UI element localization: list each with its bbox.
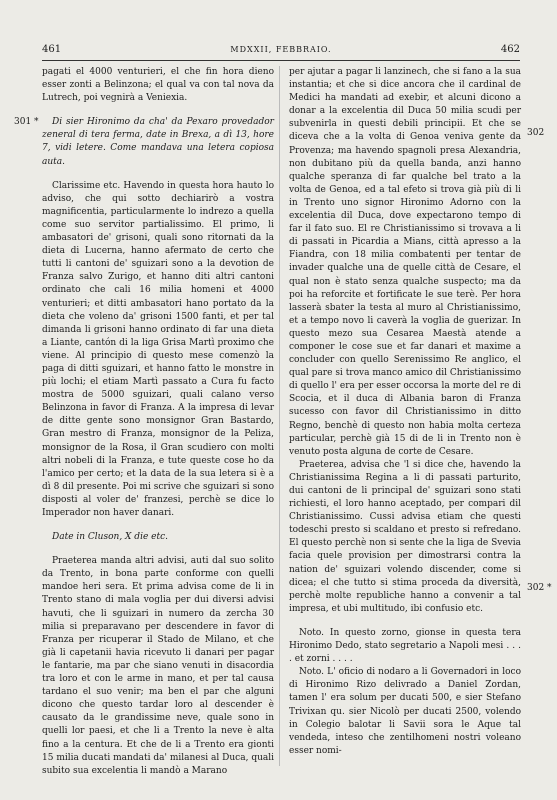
left-column [42,66,274,778]
page-number-right: 462 [500,44,520,55]
margin-number-302a: 302 [527,128,545,138]
column-divider [279,66,280,766]
paragraph: pagati el 4000 venturieri, el che fin hora dieno esser zonti a Belinzona; el qual va con tal nova da Lutrech, poi vegnirà a Veniexia. [42,67,274,104]
header-rule [42,60,520,61]
paragraph: Praeterea, advisa che 'l si dice che, havendo la Christianissima Regina a li di passati parturito, dui cantoni de li principal de' sguizari sono stati richiesti, el loro hanno aceptado, per compari dil Christianissimo. Cussi advisa etiam che questi todeschi presto si scaldano et presto si refredano. El questo perchè non si sente che la liga de Svevia facia quele provision per dimostrarsi contra la nation de' sguizari volendo discender, come si dicea; el che tutto si stima proceda da diversità, perchè molte republiche hanno a convenir a tal impresa, et ubi multitudo, ibi confusio etc. [289,459,521,614]
margin-number-302b: 302 * [527,583,552,593]
dateline: Date in Cluson, X die etc. [52,532,168,543]
paragraph: Clarissime etc. Havendo in questa hora hauto lo adviso, che qui sotto dechiarirò a vostra magnificentia, particularmente lo indrezo a quella come suo servitor partialissimo. El primo, li ambasatori de' grisoni, quali sono ritornati da la dieta di Lucerna, hanno afermato de certo che tutti li cantoni de' sguizari sono a la devotion de Franza salvo Zurigo, et hanno diti altri cantoni ordinato che cali 16 milia homeni et 4000 venturieri; et ditti ambasatori hano portato da la dieta che voleno da' grisoni 1500 fanti, et per tal dimanda li grisoni hanno ordinato di far una dieta a Liante, cantón di la liga Grisa Martì proximo che viene. Al principio di questo mese comenzò la paga di ditti sguizari, et hanno fatto le monstre in più lochi; el etiam Martì passato a Cura fu facto mostra de 5000 sguizari, quali calano verso Belinzona in favor di Franza. A la impresa di levar de ditte gente sono monsignor Gran Bastardo, Gran mestro di Franza, monsignor de la Peliza, monsignor de la Rosa, il Gran scudiero con molti altri nobeli di la Franza, e tute queste cose ho da l'amico per certo; et la data de la sua letera si è a dì 8 dil presente. Poi mi scrive che sguizari si sono disposti al voler de' franzesi, perchè se dice lo Imperador non haver danari. [42,180,274,518]
note-paragraph: Noto. L' oficio di nodaro a li Governadori in loco di Hironimo Rizo delivrado a Daniel Zordan, tamen l' era solum per ducati 500, e sier Stefano Trivixan qu. sier Nicolò per ducati 2500, volendo in Colegio balotar li Savii sora le Aque tal vendeda, inteso che zentilhomeni nostri voleano esser nomi- [289,667,521,756]
paragraph: Praeterea manda altri advisi, auti dal suo solito da Trento, in bona parte conforme con quelli mandoe heri sera. Et prima advisa come de li in Trento stano di mala voglia per dui diversi advisi havuti, che li sguizari in numero da zercha 30 milia si preparavano per descendere in favor di Franza per ricuperar il Stado de Milano, et che già li capetanii havia ricevuto li danari per pagar le fantarie, ma par che siano venuti in disacordia tra loro et con le arme in mano, et per tal causa tardano el suo venir; ma ben el par che alguni dicono che questo tardar loro al descender è causato da le grandissime neve, quale sono in quelli lor paesi, et che li a Trento la neve è alta fino a la centura. Et che de li a Trento era gionti 15 milia ducati mandati da' milanesi al Duca, quali subito sua excelentia li mandò a Marano [42,556,274,776]
letter-heading: Di sier Hironimo da cha' da Pexaro provedador zeneral di tera ferma, date in Brexa, a dì 13, hore 7, vidi letere. Come mandava una letera copiosa auta. [42,117,274,167]
note-paragraph: Noto. In questo zorno, gionse in questa tera Hironimo Dedo, stato segretario a Napoli mesi . . . . et zorni . . . . [289,627,521,665]
paragraph: per ajutar a pagar li lanzinech, che si fano a la sua instantia; et che si dice ancora che il cardinal de Medici ha mandati ad exebir, et alcuni dicono a donar a la excelentia dil Duca 50 milia scudi per subvenirla in questi debili principii. Et che se diceva che a la volta di Genoa veniva gente da Provenza; ma havendo spagnoli presa Alexandria, non dubitano più da quella banda, anzi hanno qualche speranza di far qualche bel trato a la volta de Genoa, ed a tal efeto si trova già più di li in Trento uno signor Hironimo Adorno con la excelentia dil Duca, dove expectarono tempo di far il fato suo. El re Christianissimo si trovava a li di passati in Picardia a Mians, città apresso a la Fiandra, con 18 milia combatenti per tentar de invader qualche una de quelle città de Cesare, el qual non è stato senza qualche suspecto; ma da poi ha reforcite et fortificate le sue terè. Per hora lasserà sbater la testa al muro al Christianissimo, et a tempo novo li caverà la voglia de guerizar. In questo mezo sua Cesarea Maestà atende a componer le cose sue et far danari et maxime a concluder con quello Serenissimo Re anglico, el qual pare si trova manco amico dil Christianissimo di quello l' era per esser occorsa la morte del re di Scocia, et il duca di Albania baron di Franza sucesso con favor dil Christianissimo in ditto Regno, benchè di questo non habia molta certeza particular, perchè già 15 di de li in Trento non è venuto posta alguna de corte de Cesare. [289,67,521,457]
margin-number-301: 301 * [14,117,39,127]
header-title: MDXXII, FEBBRAIO. [230,45,332,54]
page-number-left: 461 [42,44,62,55]
running-header [42,44,520,58]
right-column [289,66,521,758]
